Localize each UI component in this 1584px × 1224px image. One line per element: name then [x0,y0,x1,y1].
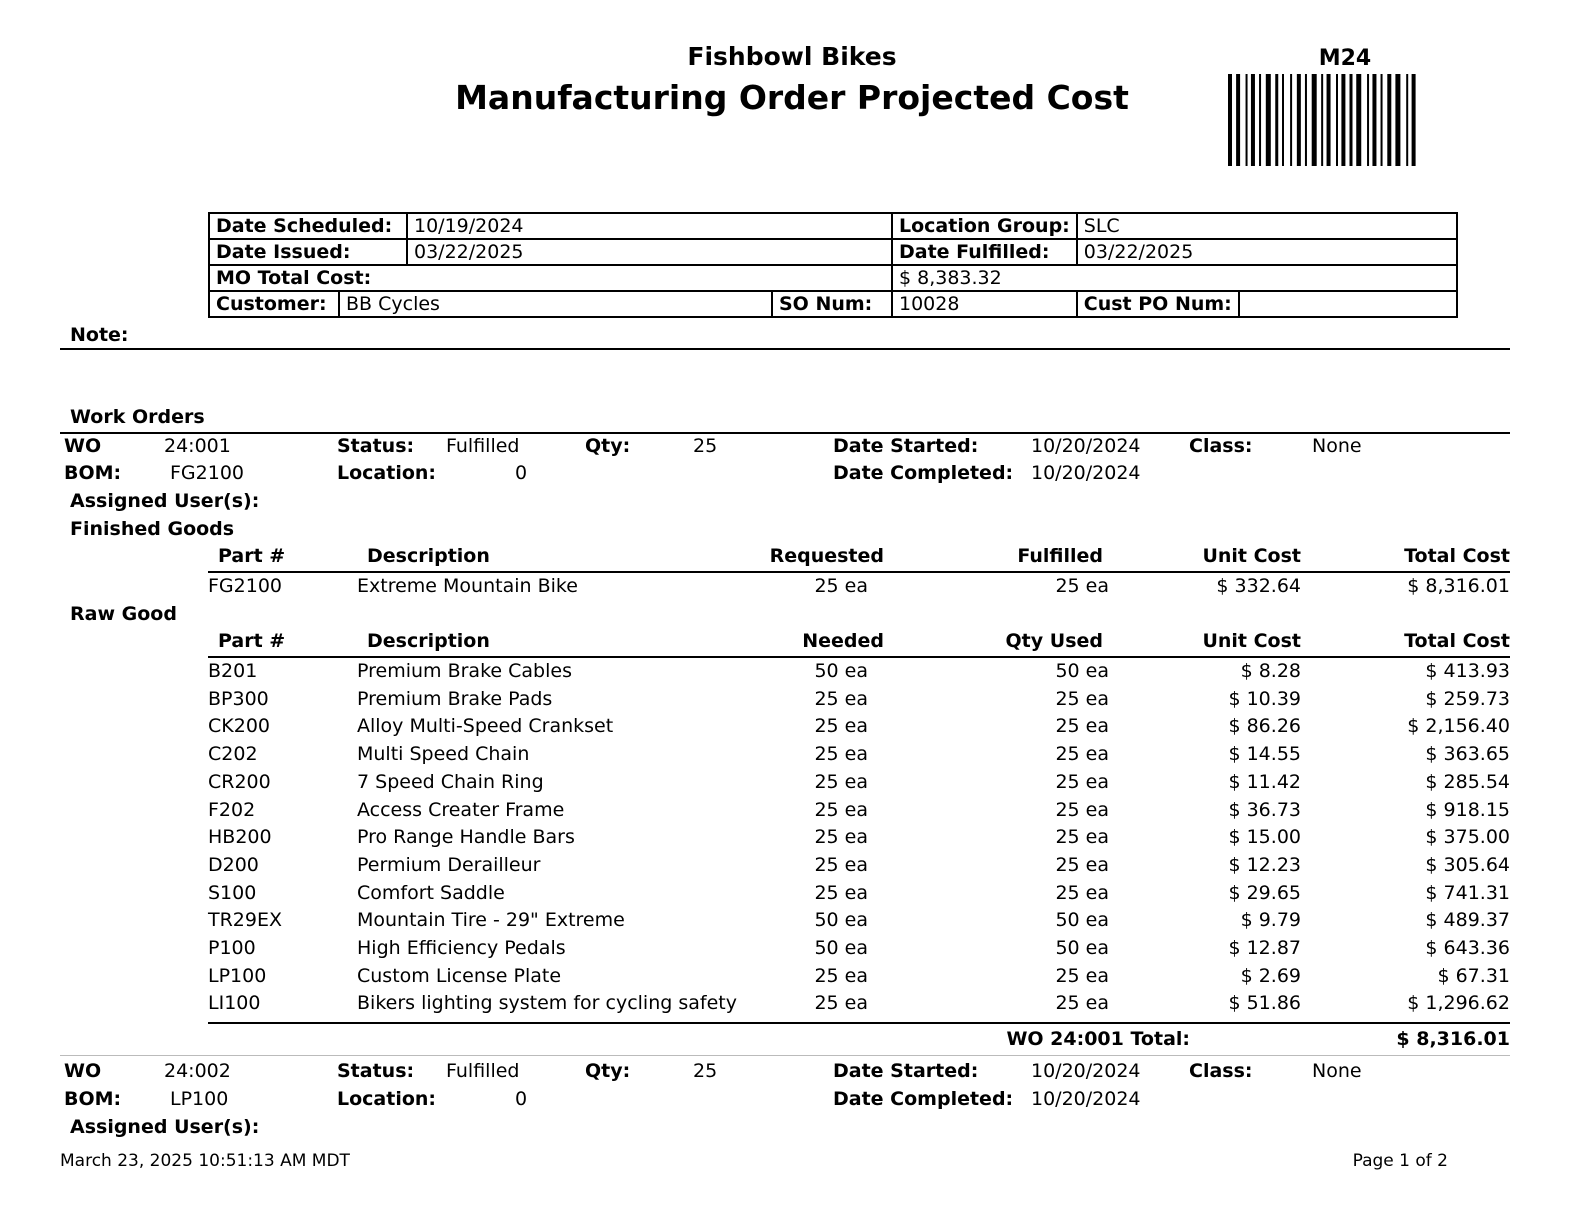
quantity-fulfilled-cell: 25 ea [1055,770,1109,793]
description-cell: Custom License Plate [357,964,562,987]
part-number-cell: D200 [208,853,259,876]
quantity-requested-cell: 25 ea [814,826,868,849]
quantity-fulfilled-cell: 25 ea [1055,575,1109,597]
total-cost-cell: $ 2,156.40 [1407,715,1510,738]
quantity-requested-cell: 25 ea [814,992,868,1015]
cust-po-label: Cust PO Num: [1077,291,1239,317]
unit-cost-header: Unit Cost [1202,545,1301,567]
description-header: Description [367,545,490,567]
wo-number: 24:002 [164,1060,231,1082]
barcode-bar [1312,74,1317,166]
quantity-requested-cell: 50 ea [814,937,868,959]
quantity-fulfilled-cell: 25 ea [1055,992,1109,1015]
total-cost-cell: $ 8,316.01 [1407,575,1510,597]
order-info-table [208,212,1458,318]
barcode-bar [1275,74,1278,166]
bom-value: LP100 [170,1088,229,1110]
part-number-cell: FG2100 [208,575,283,597]
description-cell: High Efficiency Pedals [357,937,566,959]
location-group-value: SLC [1077,213,1457,239]
barcode-bar [1381,74,1383,166]
part-number-cell: CK200 [208,715,270,738]
date-issued-label: Date Issued: [209,239,407,265]
wo-label: WO [64,1060,102,1082]
work-orders-divider [60,432,1510,434]
description-cell: Extreme Mountain Bike [357,575,578,597]
location-group-label: Location Group: [892,213,1077,239]
barcode-icon [1228,74,1490,166]
date-completed-value: 10/20/2024 [1031,462,1141,484]
quantity-fulfilled-cell: 25 ea [1055,687,1109,710]
part-number-cell: CR200 [208,770,271,793]
note-divider [60,348,1510,350]
total-cost-cell: $ 741.31 [1425,881,1510,904]
class-value: None [1312,1060,1362,1082]
barcode-bar [1246,74,1248,166]
barcode-bar [1350,74,1353,166]
description-cell: Bikers lighting system for cycling safety [357,992,737,1015]
so-num-label: SO Num: [772,291,892,317]
date-issued-value: 03/22/2025 [407,239,892,265]
part-number-header: Part # [218,630,286,652]
quantity-fulfilled-cell: 25 ea [1055,798,1109,821]
unit-cost-cell: $ 51.86 [1228,992,1301,1015]
part-number-cell: P100 [208,937,256,959]
quantity-requested-cell: 25 ea [814,853,868,876]
total-cost-cell: $ 1,296.62 [1407,992,1510,1015]
unit-cost-cell: $ 14.55 [1228,743,1301,766]
barcode-bar [1259,74,1261,166]
quantity-fulfilled-cell: 25 ea [1055,826,1109,849]
total-cost-cell: $ 489.37 [1425,909,1510,932]
customer-label: Customer: [209,291,339,317]
finished-goods-header-divider [208,571,1510,573]
date-fulfilled-value: 03/22/2025 [1077,239,1457,265]
mo-number: M24 [1318,46,1372,71]
total-cost-header: Total Cost [1404,545,1510,567]
class-value: None [1312,435,1362,457]
quantity-requested-cell: 25 ea [814,575,868,597]
status-value: Fulfilled [446,1060,520,1082]
barcode-bar [1356,74,1361,166]
date-started-value: 10/20/2024 [1031,1060,1141,1082]
wo-separator [60,1055,1510,1056]
description-cell: Permium Derailleur [357,853,541,876]
description-cell: Access Creater Frame [357,798,565,821]
description-cell: Mountain Tire - 29" Extreme [357,909,625,932]
unit-cost-cell: $ 36.73 [1228,798,1301,821]
part-number-cell: BP300 [208,687,269,710]
unit-cost-cell: $ 2.69 [1240,964,1301,987]
customer-value: BB Cycles [339,291,772,317]
unit-cost-cell: $ 10.39 [1228,687,1301,710]
date-scheduled-value: 10/19/2024 [407,213,892,239]
description-cell: Pro Range Handle Bars [357,826,575,849]
quantity-requested-cell: 25 ea [814,964,868,987]
total-cost-cell: $ 67.31 [1437,964,1510,987]
part-number-header: Part # [218,545,286,567]
date-started-label: Date Started: [833,1060,979,1082]
date-fulfilled-label: Date Fulfilled: [892,239,1077,265]
location-label: Location: [337,462,437,484]
unit-cost-cell: $ 12.23 [1228,853,1301,876]
cust-po-value [1239,291,1457,317]
quantity-fulfilled-cell: 25 ea [1055,881,1109,904]
total-cost-cell: $ 363.65 [1425,743,1510,766]
barcode-bar [1228,74,1232,166]
date-completed-label: Date Completed: [833,1088,1014,1110]
bom-label: BOM: [64,1088,122,1110]
assigned-users-label: Assigned User(s): [70,1116,260,1138]
date-started-value: 10/20/2024 [1031,435,1141,457]
quantity-requested-cell: 25 ea [814,687,868,710]
description-header: Description [367,630,490,652]
raw-goods-header-divider [208,656,1510,658]
quantity-fulfilled-header: Fulfilled [1017,545,1103,567]
quantity-requested-cell: 25 ea [814,715,868,738]
barcode-bar [1406,74,1408,166]
work-orders-heading: Work Orders [70,406,205,428]
quantity-fulfilled-cell: 25 ea [1055,853,1109,876]
barcode-bar [1387,74,1391,166]
part-number-cell: F202 [208,798,256,821]
so-num-value: 10028 [892,291,1077,317]
description-cell: 7 Speed Chain Ring [357,770,544,793]
raw-good-heading: Raw Good [70,603,177,625]
quantity-requested-cell: 25 ea [814,770,868,793]
bom-label: BOM: [64,462,122,484]
barcode-bar [1305,74,1307,166]
note-label: Note: [70,324,129,346]
qty-label: Qty: [585,1060,631,1082]
wo-number: 24:001 [164,435,231,457]
description-cell: Premium Brake Cables [357,660,572,682]
part-number-cell: S100 [208,881,257,904]
quantity-requested-cell: 25 ea [814,881,868,904]
qty-value: 25 [693,435,718,457]
unit-cost-cell: $ 86.26 [1228,715,1301,738]
quantity-fulfilled-cell: 25 ea [1055,715,1109,738]
total-cost-cell: $ 375.00 [1425,826,1510,849]
wo-total-value: $ 8,316.01 [1396,1028,1510,1050]
quantity-requested-cell: 25 ea [814,743,868,766]
barcode-bar [1395,74,1400,166]
location-label: Location: [337,1088,437,1110]
quantity-fulfilled-header: Qty Used [1005,630,1103,652]
description-cell: Alloy Multi-Speed Crankset [357,715,614,738]
quantity-requested-header: Requested [769,545,884,567]
total-cost-cell: $ 413.93 [1425,660,1510,682]
barcode-bar [1266,74,1271,166]
barcode-bar [1297,74,1301,166]
barcode-bar [1290,74,1292,166]
date-completed-label: Date Completed: [833,462,1014,484]
part-number-cell: HB200 [208,826,272,849]
class-label: Class: [1189,435,1253,457]
status-label: Status: [337,1060,415,1082]
description-cell: Multi Speed Chain [357,743,530,766]
barcode-bar [1372,74,1376,166]
barcode-bar [1367,74,1369,166]
part-number-cell: TR29EX [208,909,283,932]
bom-value: FG2100 [170,462,245,484]
raw-goods-footer-divider [208,1022,1510,1024]
total-cost-cell: $ 305.64 [1425,853,1510,876]
assigned-users-label: Assigned User(s): [70,490,260,512]
location-value: 0 [515,1088,528,1110]
barcode-bar [1336,74,1338,166]
quantity-fulfilled-cell: 50 ea [1055,909,1109,932]
barcode-bar [1327,74,1331,166]
unit-cost-cell: $ 12.87 [1228,937,1301,959]
description-cell: Comfort Saddle [357,881,505,904]
total-cost-cell: $ 918.15 [1425,798,1510,821]
unit-cost-cell: $ 9.79 [1240,909,1301,932]
barcode-bar [1236,74,1240,166]
status-label: Status: [337,435,415,457]
finished-goods-heading: Finished Goods [70,518,235,540]
page-indicator: Page 1 of 2 [1352,1151,1448,1171]
date-started-label: Date Started: [833,435,979,457]
mo-total-cost-label: MO Total Cost: [209,265,892,291]
qty-value: 25 [693,1060,718,1082]
part-number-cell: LP100 [208,964,267,987]
quantity-requested-cell: 50 ea [814,909,868,932]
barcode-bar [1321,74,1323,166]
part-number-cell: B201 [208,660,258,682]
part-number-cell: LI100 [208,992,261,1015]
location-value: 0 [515,462,528,484]
unit-cost-header: Unit Cost [1202,630,1301,652]
description-cell: Premium Brake Pads [357,687,553,710]
qty-label: Qty: [585,435,631,457]
quantity-fulfilled-cell: 50 ea [1055,937,1109,959]
total-cost-cell: $ 285.54 [1425,770,1510,793]
unit-cost-cell: $ 29.65 [1228,881,1301,904]
unit-cost-cell: $ 11.42 [1228,770,1301,793]
barcode-bar [1282,74,1284,166]
class-label: Class: [1189,1060,1253,1082]
date-scheduled-label: Date Scheduled: [209,213,407,239]
mo-total-cost-value: $ 8,383.32 [892,265,1457,291]
quantity-requested-cell: 50 ea [814,660,868,682]
date-completed-value: 10/20/2024 [1031,1088,1141,1110]
wo-total-label: WO 24:001 Total: [1006,1028,1190,1050]
company-name: Fishbowl Bikes [687,42,897,71]
unit-cost-cell: $ 332.64 [1216,575,1301,597]
total-cost-cell: $ 643.36 [1425,937,1510,959]
barcode-bar [1251,74,1255,166]
print-timestamp: March 23, 2025 10:51:13 AM MDT [60,1151,350,1171]
quantity-requested-cell: 25 ea [814,798,868,821]
status-value: Fulfilled [446,435,520,457]
total-cost-header: Total Cost [1404,630,1510,652]
quantity-fulfilled-cell: 25 ea [1055,743,1109,766]
quantity-requested-header: Needed [802,630,884,652]
barcode-bar [1341,74,1345,166]
report-title: Manufacturing Order Projected Cost [455,78,1129,117]
wo-label: WO [64,435,102,457]
unit-cost-cell: $ 15.00 [1228,826,1301,849]
part-number-cell: C202 [208,743,258,766]
unit-cost-cell: $ 8.28 [1240,660,1301,682]
barcode-bar [1412,74,1416,166]
quantity-fulfilled-cell: 50 ea [1055,660,1109,682]
quantity-fulfilled-cell: 25 ea [1055,964,1109,987]
total-cost-cell: $ 259.73 [1425,687,1510,710]
